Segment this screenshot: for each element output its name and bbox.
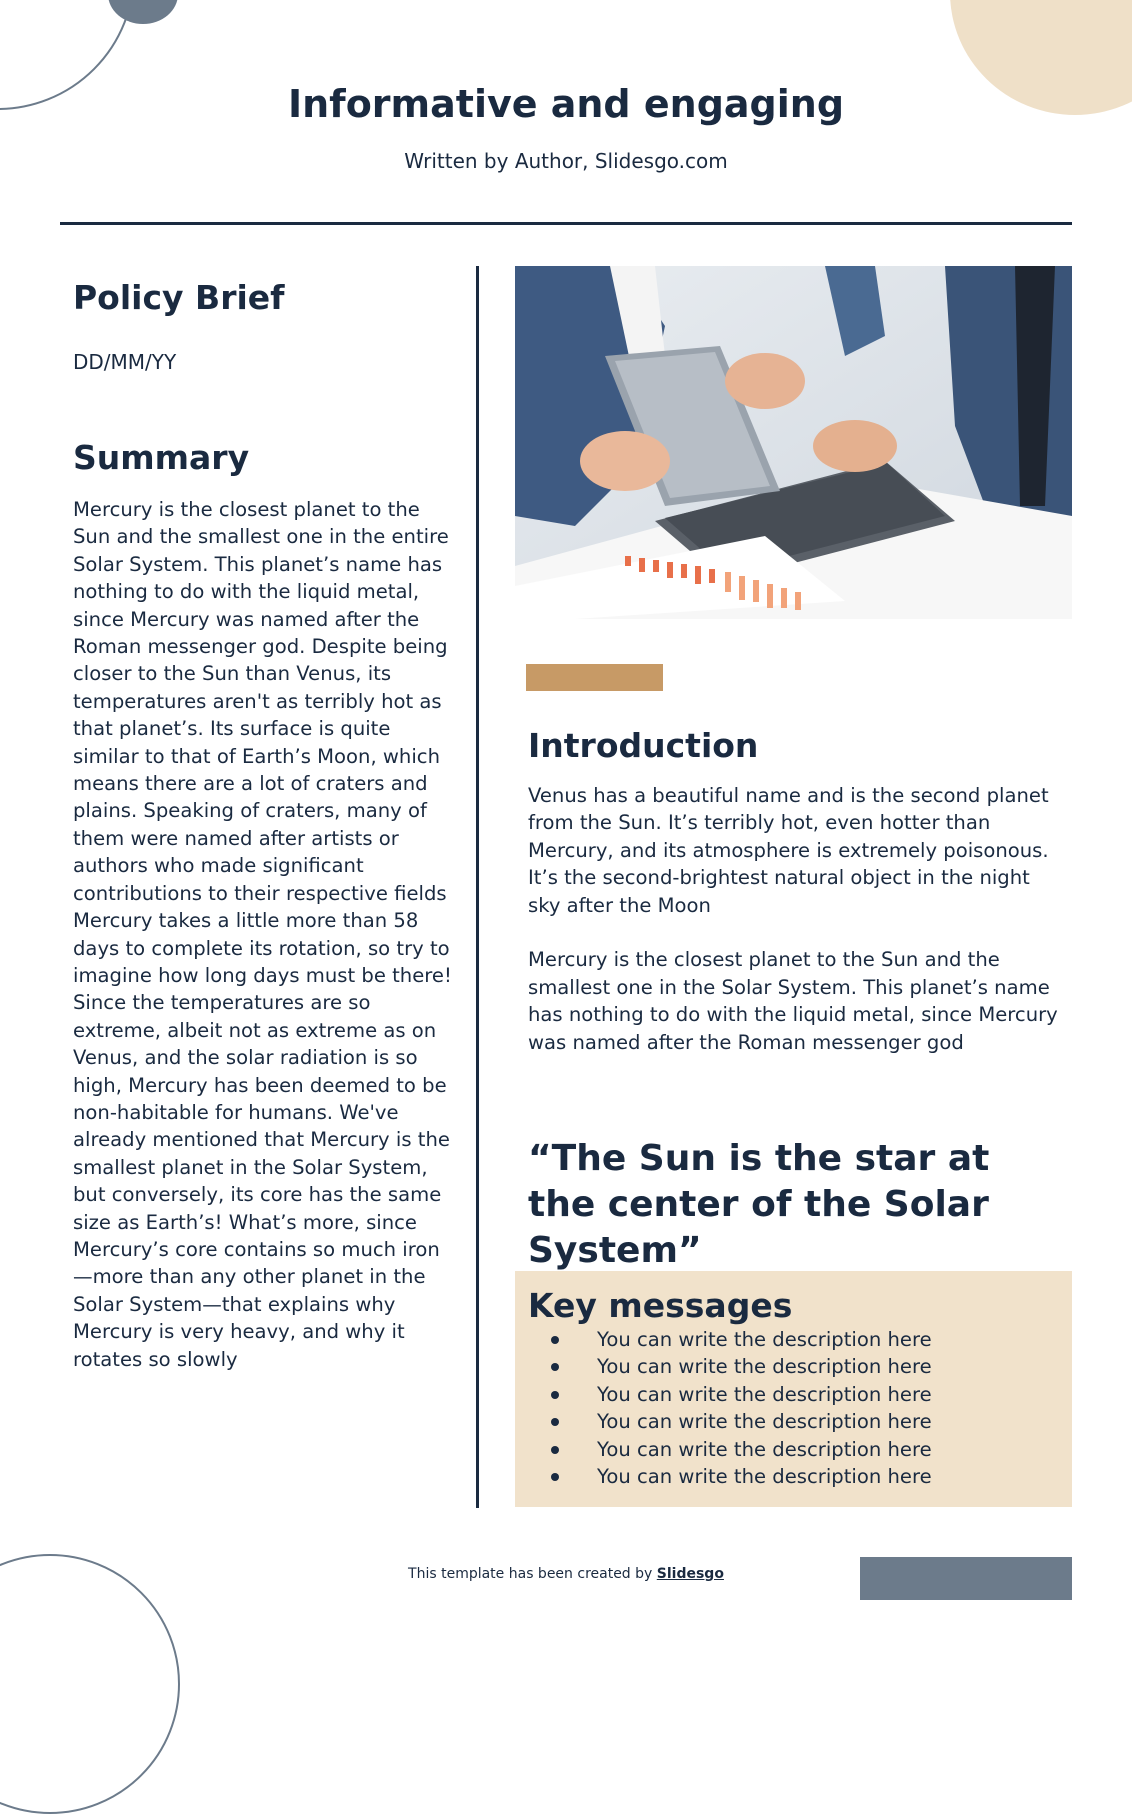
- business-meeting-photo: [515, 266, 1072, 619]
- pull-quote: “The Sun is the star at the center of the Solar System”: [528, 1138, 990, 1271]
- summary-body: Mercury is the closest planet to the Sun and the smallest one in the entire Solar System. This planet’s name has nothing to do with the liquid metal, since Mercury was named after the Roman messenger god. Despite being closer to the Sun than Venus, its temperatures aren't as terribly hot as that planet’s. Its surface is quite similar to that of Earth’s Moon, which means there are a lot of craters and plains. Speaking of craters, many of them were named after artists or authors who made significant contributions to their respective fields Mercury takes a little more than 58 days to complete its rotation, so try to imagine how long days must be there! Since the temperatures are so extreme, albeit not as extreme as on Venus, and the solar radiation is so high, Mercury has been deemed to be non-habitable for humans. We've already mentioned that Mercury is the smallest planet in the Solar System, but conversely, its core has the same size as Earth’s! What’s more, since Mercury’s core contains so much iron—more than any other planet in the Solar System—that explains why Mercury is very heavy, and why it rotates so slowly: [73, 498, 452, 1371]
- document-title: Informative and engaging: [287, 82, 845, 126]
- decorative-ring-bottom-left: [0, 1554, 180, 1814]
- summary-heading: Summary: [73, 438, 250, 477]
- introduction-paragraph-2: Mercury is the closest planet to the Sun and the smallest one in the Solar System. This planet’s name has nothing to do with the liquid metal, since Mercury was named after the Roman messenger god: [528, 948, 1058, 1054]
- introduction-body: [528, 782, 1058, 1056]
- list-item: You can write the description here: [528, 1353, 932, 1380]
- list-item: You can write the description here: [528, 1326, 932, 1353]
- list-item: You can write the description here: [528, 1436, 932, 1463]
- introduction-paragraph-1: Venus has a beautiful name and is the second planet from the Sun. It’s terribly hot, even hotter than Mercury, and its atmosphere is extremely poisonous. It’s the second-brightest natural object in the night sky after the Moon: [528, 784, 1049, 917]
- column-divider: [476, 266, 479, 1508]
- introduction-heading: Introduction: [528, 726, 759, 765]
- key-messages-heading: Key messages: [528, 1286, 793, 1325]
- accent-bar: [526, 664, 663, 691]
- list-item: You can write the description here: [528, 1381, 932, 1408]
- photo-illustration: [515, 266, 1072, 619]
- list-item: You can write the description here: [528, 1463, 932, 1490]
- slidesgo-link[interactable]: Slidesgo: [656, 1566, 724, 1582]
- footer-credit: [0, 1566, 1132, 1582]
- policy-brief-heading: Policy Brief: [73, 278, 285, 317]
- list-item: You can write the description here: [528, 1408, 932, 1435]
- date-text: DD/MM/YY: [73, 350, 177, 374]
- footer-text: This template has been created by: [408, 1566, 653, 1582]
- key-messages-list: [528, 1326, 932, 1490]
- header-divider: [60, 222, 1072, 225]
- document-subtitle: Written by Author, Slidesgo.com: [404, 149, 728, 173]
